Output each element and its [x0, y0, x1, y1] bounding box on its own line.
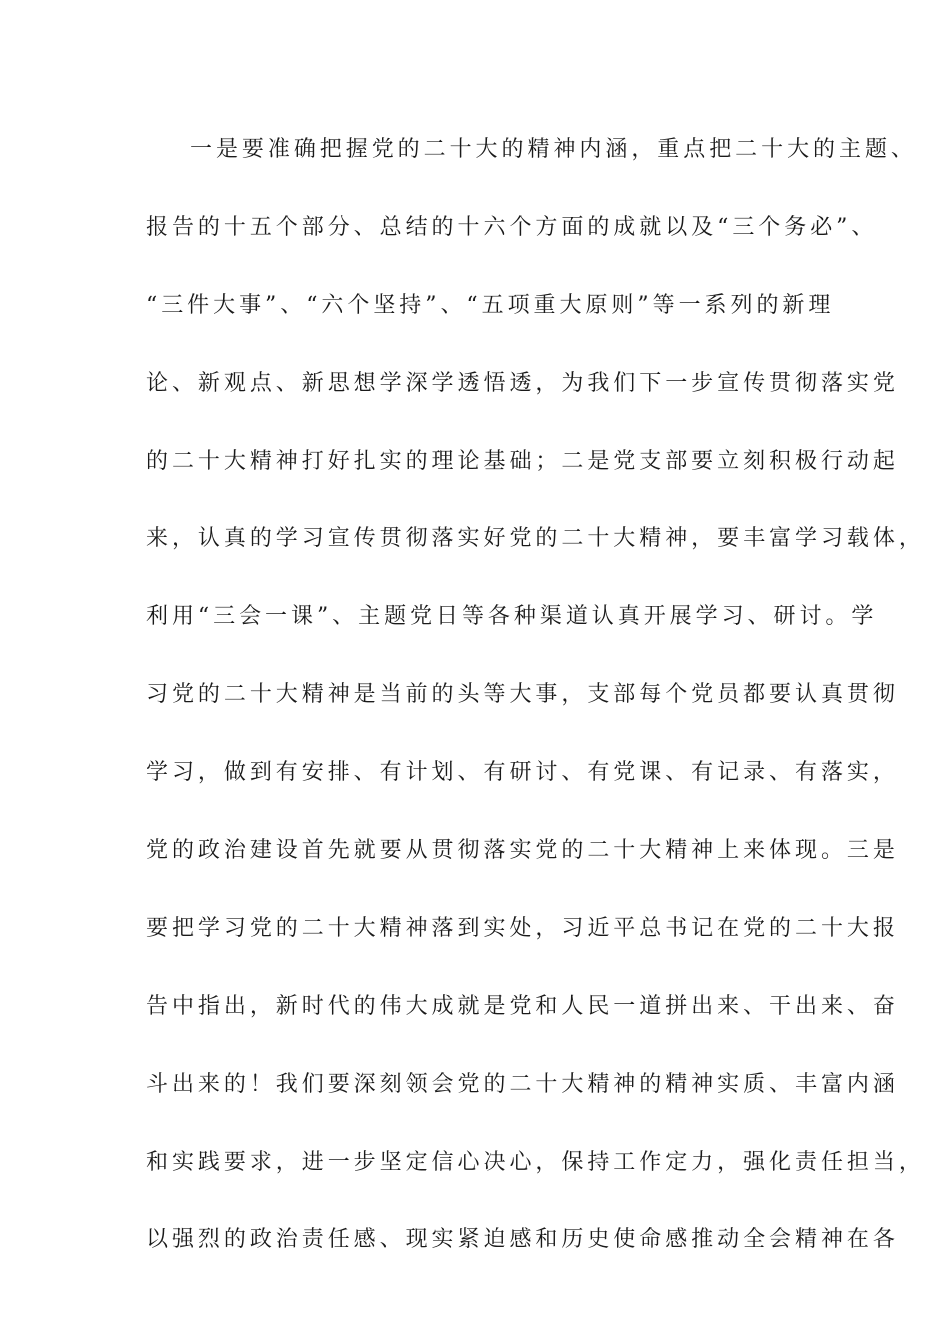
paragraph-line: 来，认真的学习宣传贯彻落实好党的二十大精神，要丰富学习载体， — [146, 526, 925, 552]
paragraph-line: 的二十大精神打好扎实的理论基础；二是党支部要立刻积极行动起 — [146, 448, 899, 474]
paragraph-line: 习党的二十大精神是当前的头等大事，支部每个党员都要认真贯彻 — [146, 682, 899, 708]
paragraph-line: 利用“三会一课”、主题党日等各种渠道认真开展学习、研讨。学 — [146, 604, 878, 630]
body-paragraph — [146, 124, 925, 1292]
paragraph-line: 学习，做到有安排、有计划、有研讨、有党课、有记录、有落实， — [146, 760, 899, 786]
paragraph-line: 一是要准确把握党的二十大的精神内涵，重点把二十大的主题、 — [190, 137, 917, 162]
paragraph-line: 党的政治建设首先就要从贯彻落实党的二十大精神上来体现。三是 — [146, 838, 899, 864]
paragraph-line: 和实践要求，进一步坚定信心决心，保持工作定力，强化责任担当， — [146, 1149, 925, 1175]
paragraph-line: “三件大事”、“六个坚持”、“五项重大原则”等一系列的新理 — [146, 292, 835, 318]
paragraph-line: 要把学习党的二十大精神落到实处，习近平总书记在党的二十大报 — [146, 915, 899, 941]
paragraph-line: 斗出来的！我们要深刻领会党的二十大精神的精神实质、丰富内涵 — [146, 1071, 899, 1097]
paragraph-line: 报告的十五个部分、总结的十六个方面的成就以及“三个务必”、 — [146, 214, 878, 240]
paragraph-line: 以强烈的政治责任感、现实紧迫感和历史使命感推动全会精神在各 — [146, 1227, 899, 1253]
paragraph-line: 告中指出，新时代的伟大成就是党和人民一道拼出来、干出来、奋 — [146, 993, 899, 1019]
paragraph-line: 论、新观点、新思想学深学透悟透，为我们下一步宣传贯彻落实党 — [146, 370, 899, 396]
